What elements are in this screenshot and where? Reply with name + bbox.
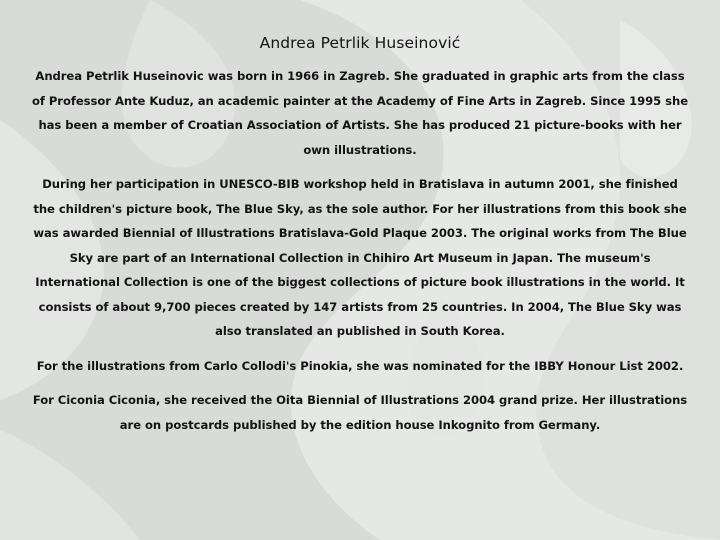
bio-paragraph-2: During her participation in UNESCO-BIB workshop held in Bratislava in autumn 2001, she finished the children's picture book, The Blue Sky, as the sole author. For her illustrations from this book she was awarded Biennial of Illustrations Bratislava-Gold Plaque 2003. The original works from The Blue Sky are part of an International Collection in Chihiro Art Museum in Japan. The museum's International Collection is one of the biggest collections of picture book illustrations in the world. It consists of about 9,700 pieces created by 147 artists from 25 countries. In 2004, The Blue Sky was also translated an published in South Korea. [33,177,687,338]
slide-content [30,0,690,437]
bio-paragraph-3: For the illustrations from Carlo Collodi's Pinokia, she was nominated for the IBBY Honour List 2002. [36,358,684,373]
slide-title: Andrea Petrlik Huseinović [259,34,461,52]
bio-paragraph-4: For Ciconia Ciconia, she received the Oita Biennial of Illustrations 2004 grand prize. Her illustrations are on postcards published by the edition house Inkognito from Germany. [32,393,688,432]
bio-paragraph-1: Andrea Petrlik Huseinovic was born in 1966 in Zagreb. She graduated in graphic arts from the class of Professor Ante Kuduz, an academic painter at the Academy of Fine Arts in Zagreb. Since 1995 she has been a member of Croatian Association of Artists. She has produced 21 picture-books with her own illustrations. [31,69,689,157]
